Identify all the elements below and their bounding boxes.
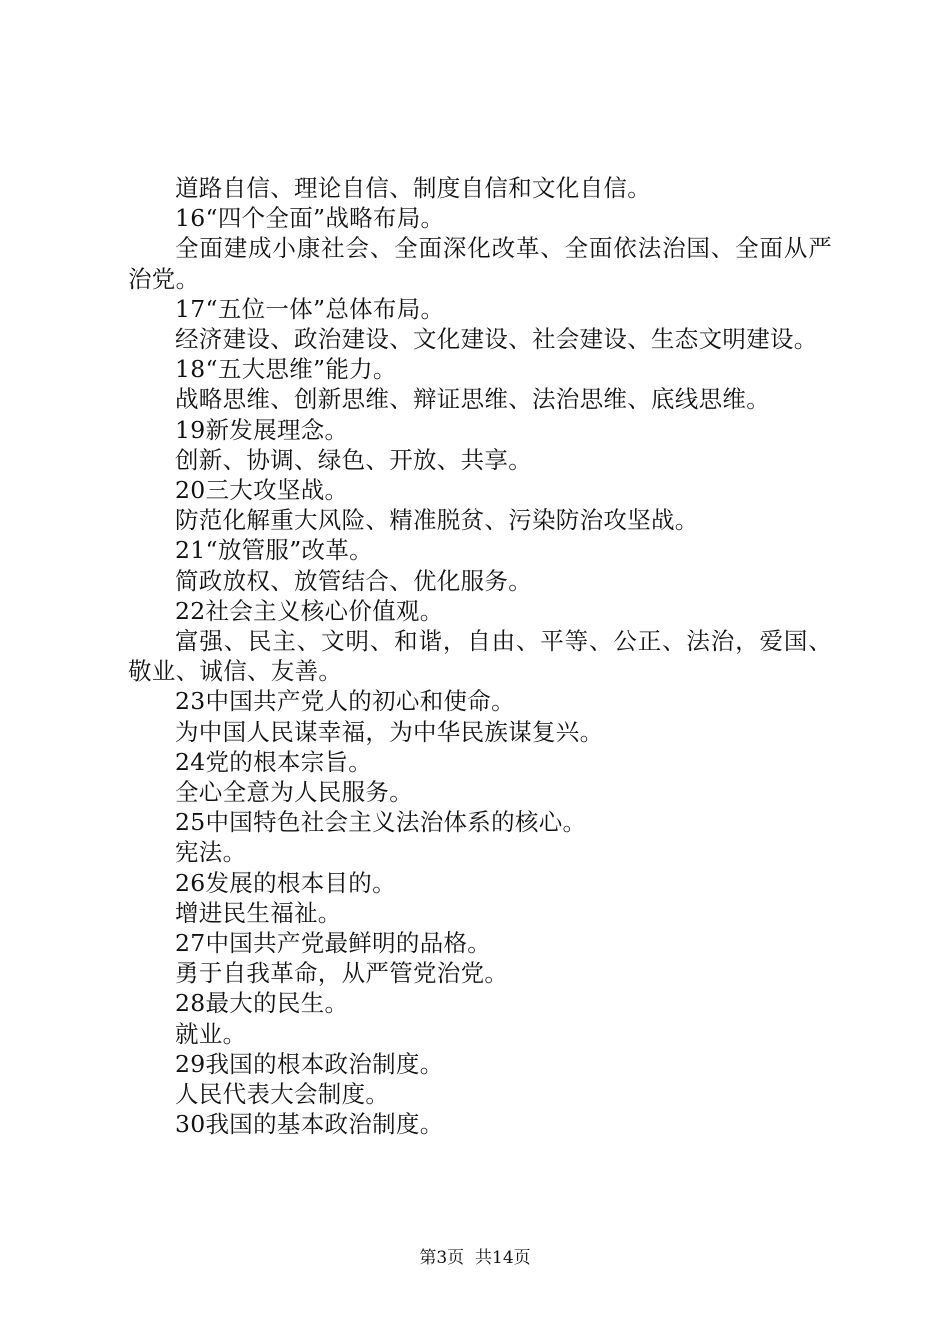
paragraph: 宪法。 bbox=[175, 838, 247, 867]
paragraph: 21“放管服”改革。 bbox=[175, 536, 373, 565]
paragraph: 27中国共产党最鲜明的品格。 bbox=[175, 929, 492, 958]
paragraph: 全心全意为人民服务。 bbox=[175, 778, 413, 807]
paragraph: 22社会主义核心价值观。 bbox=[175, 596, 444, 625]
page-footer bbox=[0, 1243, 950, 1268]
paragraph: 全面建成小康社会、全面深化改革、全面依法治国、全面从严治党。 bbox=[128, 234, 832, 293]
paragraph: 增进民生福祉。 bbox=[175, 898, 342, 927]
paragraph: 富强、民主、文明、和谐，自由、平等、公正、法治，爱国、敬业、诚信、友善。 bbox=[128, 627, 832, 686]
paragraph: 20三大攻坚战。 bbox=[175, 476, 349, 505]
paragraph: 29我国的根本政治制度。 bbox=[175, 1049, 444, 1078]
paragraph: 23中国共产党人的初心和使命。 bbox=[175, 687, 515, 716]
paragraph: 为中国人民谋幸福，为中华民族谋复兴。 bbox=[175, 717, 604, 746]
paragraph: 简政放权、放管结合、优化服务。 bbox=[175, 566, 532, 595]
paragraph: 18“五大思维”能力。 bbox=[175, 355, 397, 384]
paragraph: 勇于自我革命，从严管党治党。 bbox=[175, 959, 509, 988]
paragraph: 30我国的基本政治制度。 bbox=[175, 1110, 444, 1139]
paragraph: 道路自信、理论自信、制度自信和文化自信。 bbox=[175, 174, 651, 202]
paragraph: 26发展的根本目的。 bbox=[175, 868, 396, 897]
paragraph: 经济建设、政治建设、文化建设、社会建设、生态文明建设。 bbox=[175, 325, 818, 354]
paragraph: 创新、协调、绿色、开放、共享。 bbox=[175, 445, 532, 474]
paragraph: 就业。 bbox=[175, 1019, 247, 1048]
paragraph: 17“五位一体”总体布局。 bbox=[175, 294, 445, 323]
page-total: 共14页 bbox=[475, 1248, 531, 1268]
paragraph: 16“四个全面”战略布局。 bbox=[175, 204, 445, 233]
paragraph: 防范化解重大风险、精准脱贫、污染防治攻坚战。 bbox=[175, 506, 699, 535]
paragraph: 24党的根本宗旨。 bbox=[175, 747, 373, 776]
page-number: 第3页 bbox=[419, 1248, 465, 1268]
document-body bbox=[128, 173, 832, 1140]
paragraph: 28最大的民生。 bbox=[175, 989, 349, 1018]
paragraph: 战略思维、创新思维、辩证思维、法治思维、底线思维。 bbox=[175, 385, 770, 414]
paragraph: 人民代表大会制度。 bbox=[175, 1080, 390, 1109]
paragraph: 19新发展理念。 bbox=[175, 415, 349, 444]
paragraph: 25中国特色社会主义法治体系的核心。 bbox=[175, 808, 587, 837]
